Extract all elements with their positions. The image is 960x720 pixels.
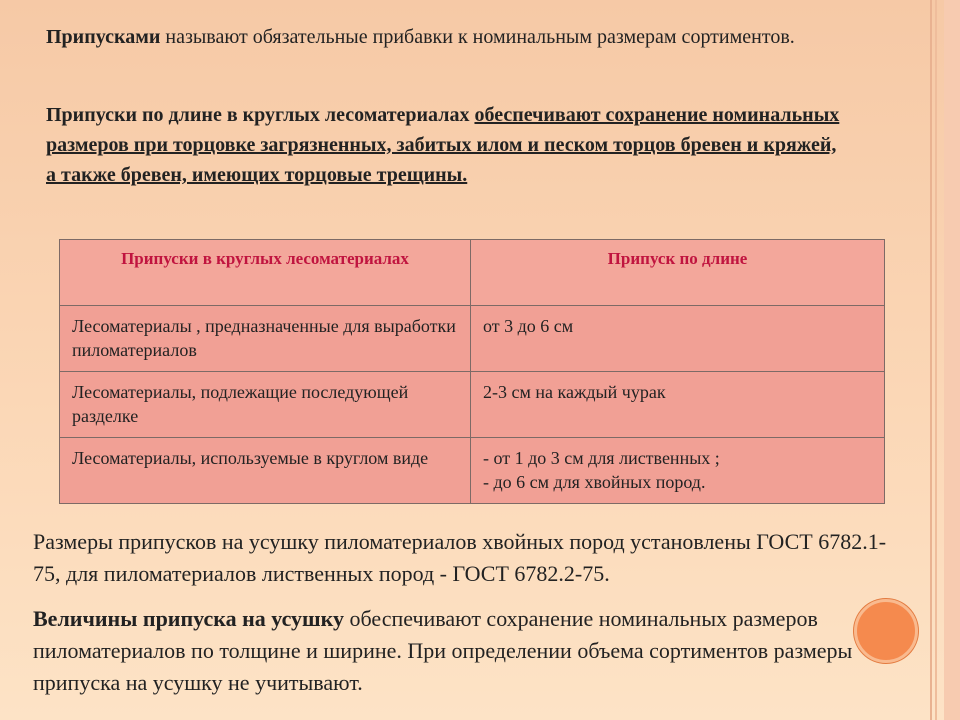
intro-term: Припусками — [46, 26, 161, 48]
decor-stripe — [935, 0, 937, 720]
allowance-line: - до 6 см для хвойных пород. — [483, 472, 706, 492]
header-material: Припуски в круглых лесоматериалах — [60, 240, 471, 306]
gost-paragraph: Размеры припусков на усушку пиломатериалов хвойных пород установлены ГОСТ 6782.1-75, для пиломатериалов лиственных пород - ГОСТ 6782.2-75. — [33, 529, 887, 586]
header-allowance: Припуск по длине — [471, 240, 885, 306]
cell-allowance — [471, 372, 885, 438]
cell-material: Лесоматериалы, подлежащие последующей разделке — [60, 372, 471, 438]
decor-stripe — [944, 0, 960, 720]
length-plain: Припуски по длине в круглых лесоматериалах — [46, 104, 475, 126]
allowance-table — [59, 239, 885, 504]
length-paragraph — [46, 100, 846, 190]
cell-allowance — [471, 306, 885, 372]
allowance-line: - от 1 до 3 см для лиственных ; — [483, 448, 720, 468]
table-row — [60, 438, 885, 504]
allowance-line: 2-3 см на каждый чурак — [483, 382, 666, 402]
length-underlined: обеспечивают сохранение номинальных размеров при торцовке загрязненных, забитых илом и песком торцов бревен и кряжей, а также бревен, имеющих торцовые трещины. — [46, 104, 840, 186]
cell-material: Лесоматериалы , предназначенные для выработки пиломатериалов — [60, 306, 471, 372]
intro-paragraph — [46, 22, 846, 52]
table-row — [60, 306, 885, 372]
shrink-text: обеспечивают сохранение номинальных размеров пиломатериалов по толщине и ширине. При определении объема сортиментов размеры припуска на усушку не учитывают. — [33, 606, 853, 695]
table-header-row — [60, 240, 885, 306]
shrink-paragraph — [33, 603, 913, 699]
cell-allowance — [471, 438, 885, 504]
intro-text: называют обязательные прибавки к номинальным размерам сортиментов. — [160, 26, 795, 48]
table-row — [60, 372, 885, 438]
decor-stripe — [930, 0, 932, 720]
shrink-term: Величины припуска на усушку — [33, 606, 344, 631]
cell-material: Лесоматериалы, используемые в круглом виде — [60, 438, 471, 504]
allowance-line: от 3 до 6 см — [483, 316, 574, 336]
